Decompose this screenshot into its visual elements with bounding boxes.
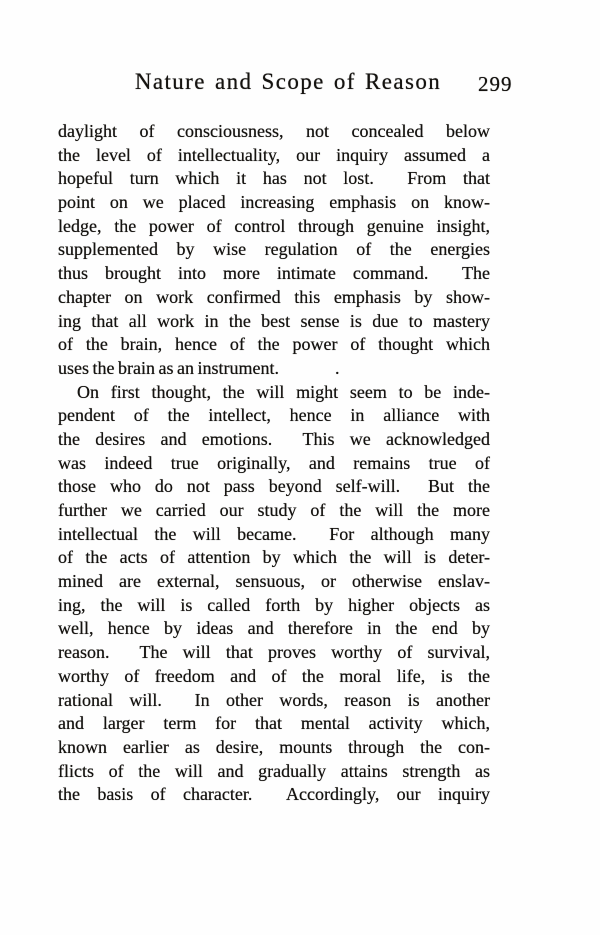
text-line: known earlier as desire, mounts through the con-	[58, 736, 490, 757]
text-line: the basis of character. Accordingly, our inquiry	[58, 784, 490, 805]
text-line: thus brought into more intimate command. The	[58, 263, 490, 284]
text-line: rational will. In other words, reason is another	[58, 689, 490, 710]
text-line: pendent of the intellect, hence in alliance with	[58, 405, 490, 426]
text-line: further we carried our study of the will the more	[58, 500, 490, 520]
text-line: uses the brain as an instrument. .	[58, 357, 340, 378]
body-text	[58, 120, 490, 807]
text-line: mined are external, sensuous, or otherwise enslav-	[58, 571, 490, 592]
text-line: of the brain, hence of the power of thought which	[58, 334, 490, 355]
text-line: daylight of consciousness, not concealed below	[58, 121, 490, 141]
text-line: point on we placed increasing emphasis on know-	[58, 192, 490, 213]
text-line: ing that all work in the best sense is due to mastery	[58, 310, 490, 331]
text-line: hopeful turn which it has not lost. From that	[58, 168, 490, 189]
text-line: worthy of freedom and of the moral life, is the	[58, 665, 490, 686]
paragraph	[58, 120, 490, 381]
text-line: ing, the will is called forth by higher objects as	[58, 594, 490, 615]
text-line: the desires and emotions. This we acknowledged	[58, 428, 490, 449]
text-line: the level of intellectuality, our inquiry assumed a	[58, 144, 490, 165]
paragraph	[58, 381, 490, 807]
text-line: was indeed true originally, and remains true of	[58, 452, 490, 473]
text-line: intellectual the will became. For although many	[58, 523, 490, 544]
text-line: and larger term for that mental activity which,	[58, 713, 490, 734]
running-head	[0, 68, 600, 98]
text-line: well, hence by ideas and therefore in the end by	[58, 618, 490, 639]
text-line: chapter on work confirmed this emphasis by show-	[58, 286, 490, 307]
page-number: 299	[478, 72, 513, 96]
text-line: those who do not pass beyond self-will. But the	[58, 476, 490, 497]
text-line: flicts of the will and gradually attains strength as	[58, 760, 490, 781]
text-line: On first thought, the will might seem to be inde-	[77, 381, 490, 402]
chapter-title: Nature and Scope of Reason	[134, 69, 442, 94]
text-line: reason. The will that proves worthy of survival,	[58, 642, 490, 663]
text-line: ledge, the power of control through genuine insight,	[58, 215, 490, 236]
text-line: of the acts of attention by which the will is deter-	[58, 547, 490, 568]
text-line: supplemented by wise regulation of the energies	[58, 239, 490, 260]
